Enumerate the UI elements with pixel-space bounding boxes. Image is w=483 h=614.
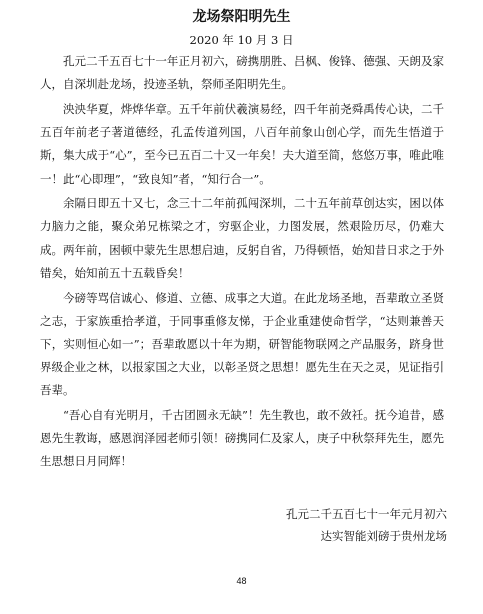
paragraph: 余隔日即五十又七，念三十二年前孤闯深圳，二十五年前草创达实，困以体力脑力之能，聚众弟兄栋梁之才，穷驱企业，力图发展，然艰险历尽，仍难大成。两年前，困顿中蒙先生思想启迪，反躬自省，乃得顿悟，始知昔日求之于外错矣，始知前五十五载昏矣！ (40, 196, 444, 280)
paragraph: 孔元二千五百七十一年正月初六，磅携朋胜、吕枫、俊锋、德强、天朗及家人，自深圳赴龙场，投迹圣轨，祭师圣阳明先生。 (40, 54, 444, 92)
document-title: 龙场祭阳明先生 (192, 9, 291, 25)
signature-author: 达实智能刘磅于贵州龙场 (320, 529, 447, 543)
paragraph: 泱泱华夏，烨烨华章。五千年前伏羲演易经，四千年前尧舜禹传心诀，二千五百年前老子著道德经，孔孟传道列国，八百年前象山创心学，而先生悟道于斯，集大成于“心”，至今已五百二十又一年矣！夫大道至简，悠悠万事，唯此唯一！此“心即理”，“致良知”者，“知行合一”。 (40, 101, 444, 186)
document-body (40, 50, 444, 474)
paragraph: 今磅等骂信诚心、修道、立德、成事之大道。在此龙场圣地，吾辈敢立圣贤之志，于家族重拾孝道，于同事重修友悌，于企业重建使命哲学，“达则兼善天下，实则恒心如一”；吾辈敢愿以十年为期，研智能物联网之产品服务，跻身世界级企业之林，以报家国之大业，以彰圣贤之思想！愿先生在天之灵，见证指引吾辈。 (40, 290, 444, 398)
paragraph: “吾心自有光明月，千古团圆永无缺”！先生教也，敢不敛祍。抚今追昔，感恩先生教诲，感恩润泽园老师引领！磅携同仁及家人，庚子中秋祭拜先生，愿先生思想日月同辉！ (40, 408, 444, 469)
document-date: 2020 年 10 月 3 日 (189, 33, 294, 47)
signature-date: 孔元二千五百七十一年元月初六 (286, 507, 447, 521)
page-number: 48 (236, 576, 247, 586)
